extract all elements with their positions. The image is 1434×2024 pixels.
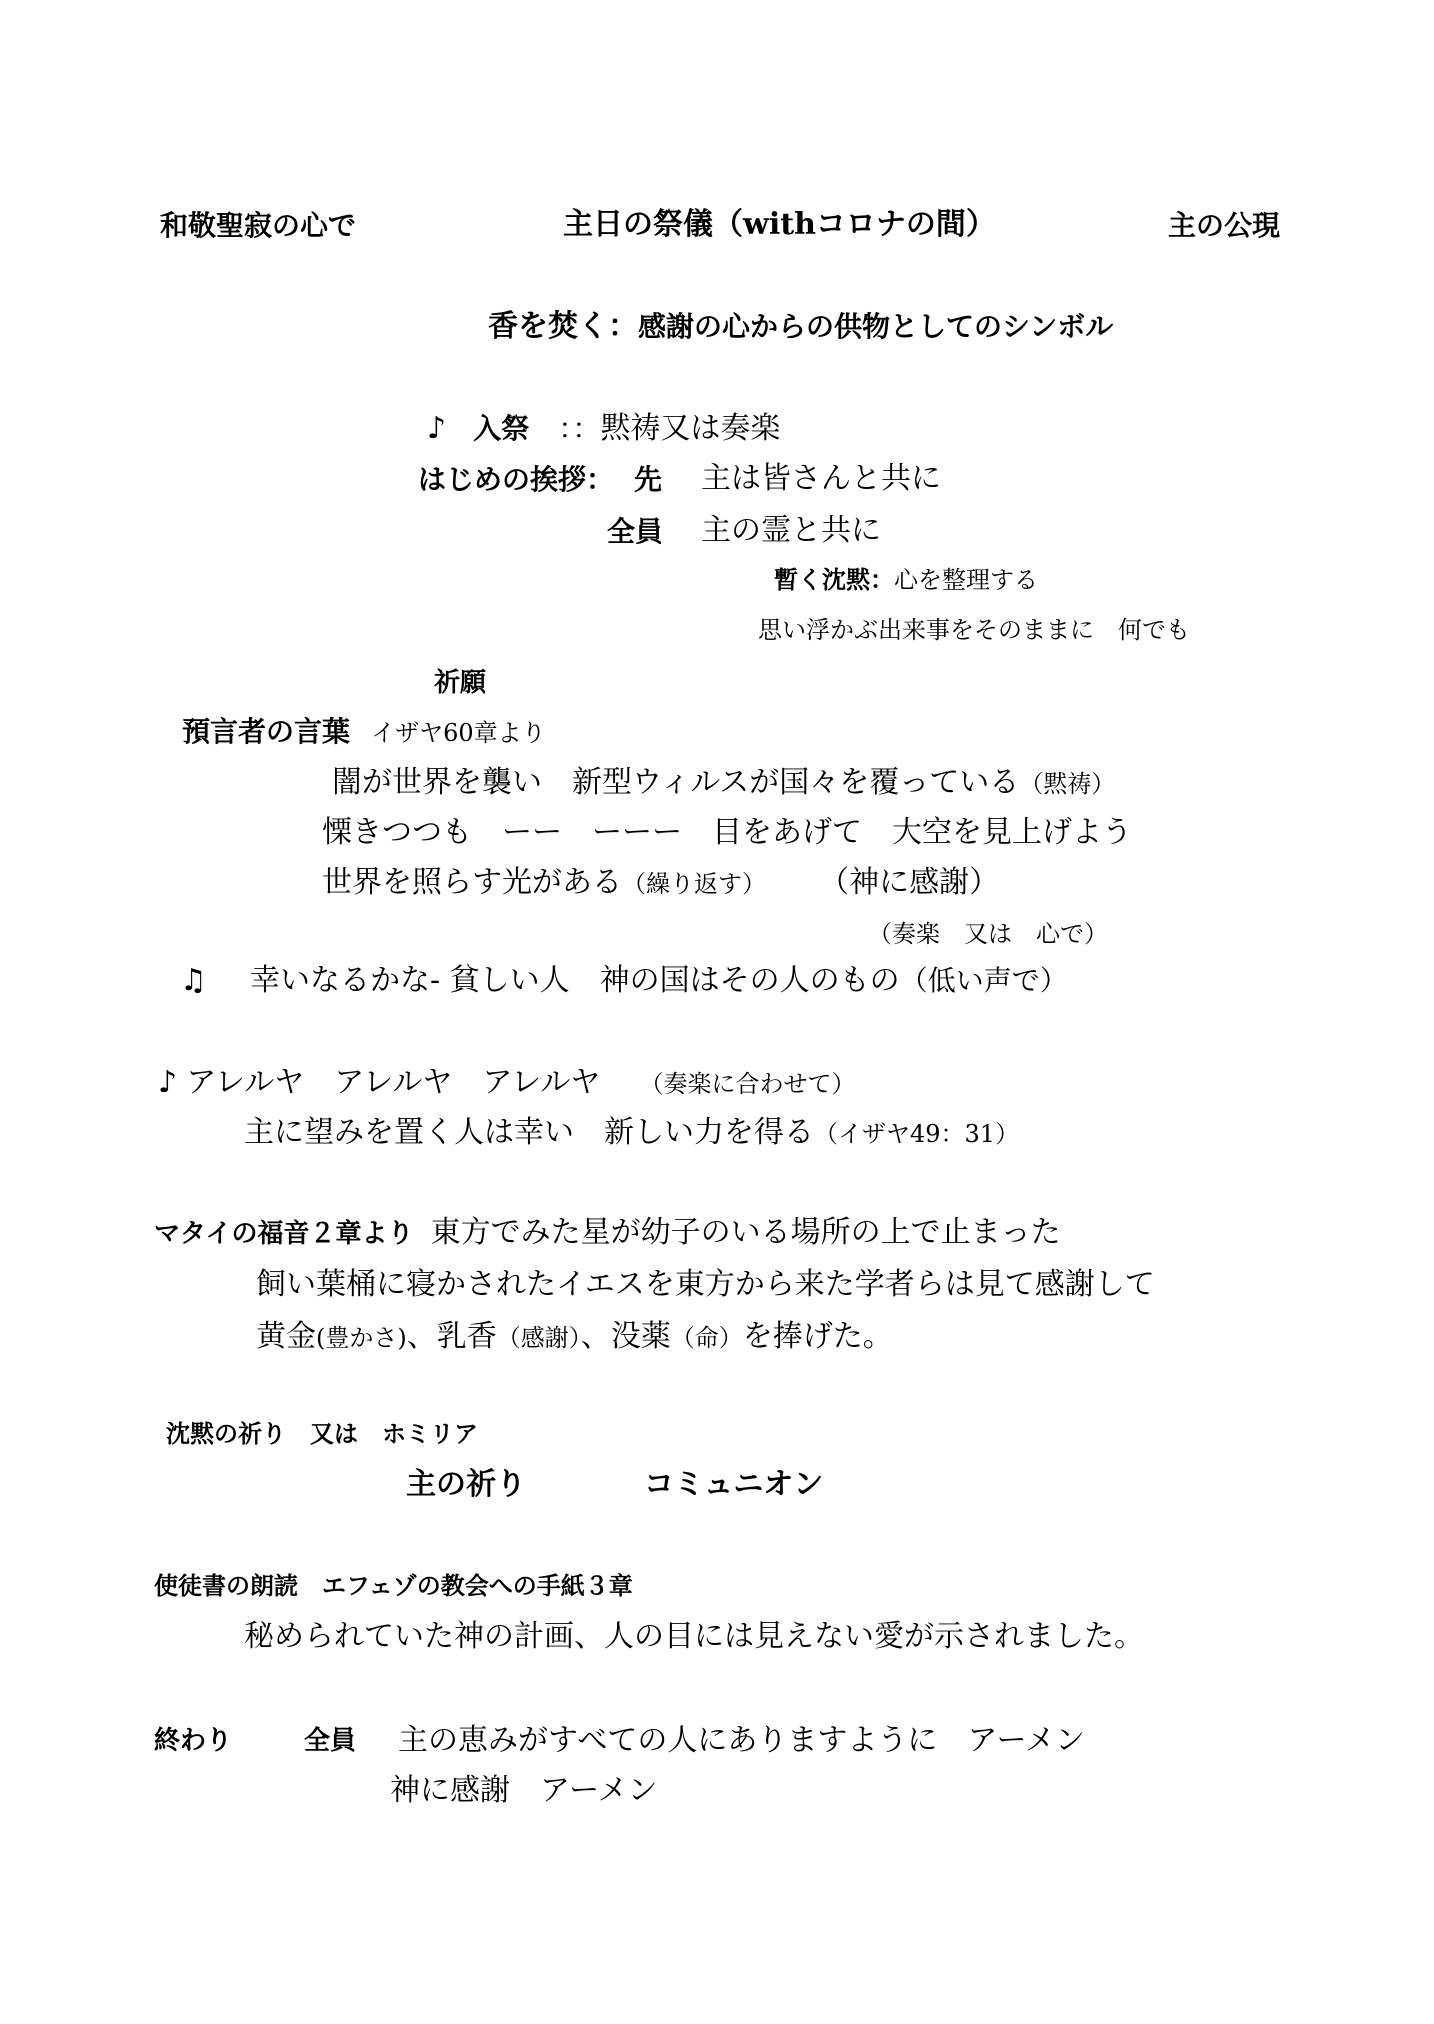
entrance-text: 黙祷又は奏楽 xyxy=(600,411,781,446)
alleluia-line-2: 主に望みを置く人は幸い 新しい力を得る（イザヤ49：31） xyxy=(244,1115,1020,1150)
greeting-all: 全員 xyxy=(607,515,664,548)
page-title: 主日の祭儀（withコロナの間） xyxy=(563,207,996,242)
music-note-icon: ♪ xyxy=(427,411,447,446)
prophet-label: 預言者の言葉 xyxy=(182,715,351,748)
prophet-line-3-note: （繰り返す） xyxy=(622,870,766,898)
music-notes-icon: ♫ xyxy=(180,963,207,998)
prayer-label: 祈願 xyxy=(434,668,487,698)
silence-label: 暫く沈黙： xyxy=(774,565,894,594)
epistle-text: 秘められていた神の計画、人の目には見えない愛が示されました。 xyxy=(244,1619,1144,1654)
music-note-icon: ♪ xyxy=(158,1065,178,1100)
epistle-label: 使徒書の朗読 エフェゾの教会への手紙３章 xyxy=(154,1571,633,1600)
communion: コミュニオン xyxy=(644,1467,824,1502)
entrance-sep: ：： xyxy=(558,412,601,445)
entrance-label: 入祭 xyxy=(473,412,530,445)
greeting-leader: 先 xyxy=(634,463,663,496)
greeting-all-text: 主の霊と共に xyxy=(701,513,881,548)
gospel-line-2: 飼い葉桶に寝かされたイエスを東方から来た学者らは見て感謝して xyxy=(256,1267,1155,1302)
prophet-ref: イザヤ60章より xyxy=(371,719,546,747)
incense-line xyxy=(488,309,1114,344)
silence-text-2: 思い浮かぶ出来事をそのままに 何でも xyxy=(758,616,1190,644)
alleluia-note: （奏楽に合わせて） xyxy=(639,1070,856,1098)
header-left: 和敬聖寂の心で xyxy=(160,209,357,242)
greeting-label: はじめの挨拶： xyxy=(418,463,615,496)
prophet-line-1: 闇が世界を襲い 新型ウィルスが国々を覆っている（黙祷） xyxy=(332,765,1116,800)
incense-text: 感謝の心からの供物としてのシンボル xyxy=(638,310,1114,343)
gospel-line-3: 黄金(豊かさ)、乳香（感謝）、没薬（命）を捧げた。 xyxy=(256,1319,893,1354)
prophet-line-3-response: （神に感謝） xyxy=(819,865,1000,900)
beatitude-note: （低い声で） xyxy=(899,964,1068,997)
closing-text-2: 神に感謝 アーメン xyxy=(390,1773,658,1808)
gospel-line-1: マタイの福音２章より 東方でみた星が幼子のいる場所の上で止まった xyxy=(154,1215,1061,1250)
lords-prayer: 主の祈り xyxy=(406,1467,526,1502)
silence-text: 心を整理する xyxy=(894,566,1038,594)
beatitude-line: ♫ 幸いなるかな‐ 貧しい人 神の国はその人のもの（低い声で） xyxy=(180,963,1068,998)
incense-label: 香を焚く： xyxy=(488,309,638,344)
silence-line xyxy=(774,565,1038,594)
prophet-line-4: （奏楽 又は 心で） xyxy=(868,920,1108,948)
gospel-label: マタイの福音２章より xyxy=(154,1219,414,1249)
header-right: 主の公現 xyxy=(1168,209,1281,242)
alleluia-line: ♪ アレルヤ アレルヤ アレルヤ （奏楽に合わせて） xyxy=(158,1065,856,1100)
prophet-heading xyxy=(182,715,546,748)
prophet-line-3: 世界を照らす光がある（繰り返す） （神に感謝） xyxy=(322,865,1000,900)
alleluia-line-2-note: （イザヤ49：31） xyxy=(814,1120,1020,1148)
closing-all: 全員 xyxy=(304,1726,357,1756)
prophet-line-2: 慄きつつも ーー ーーー 目をあげて 大空を見上げよう xyxy=(322,815,1132,850)
entrance-line xyxy=(427,411,781,446)
closing-text: 主の恵みがすべての人にありますように アーメン xyxy=(398,1723,1085,1758)
homily-label: 沈黙の祈り 又は ホミリア xyxy=(166,1419,478,1448)
closing-label: 終わり xyxy=(154,1726,233,1756)
greeting-leader-text: 主は皆さんと共に xyxy=(701,461,941,496)
prophet-line-1-note: （黙祷） xyxy=(1019,770,1116,798)
